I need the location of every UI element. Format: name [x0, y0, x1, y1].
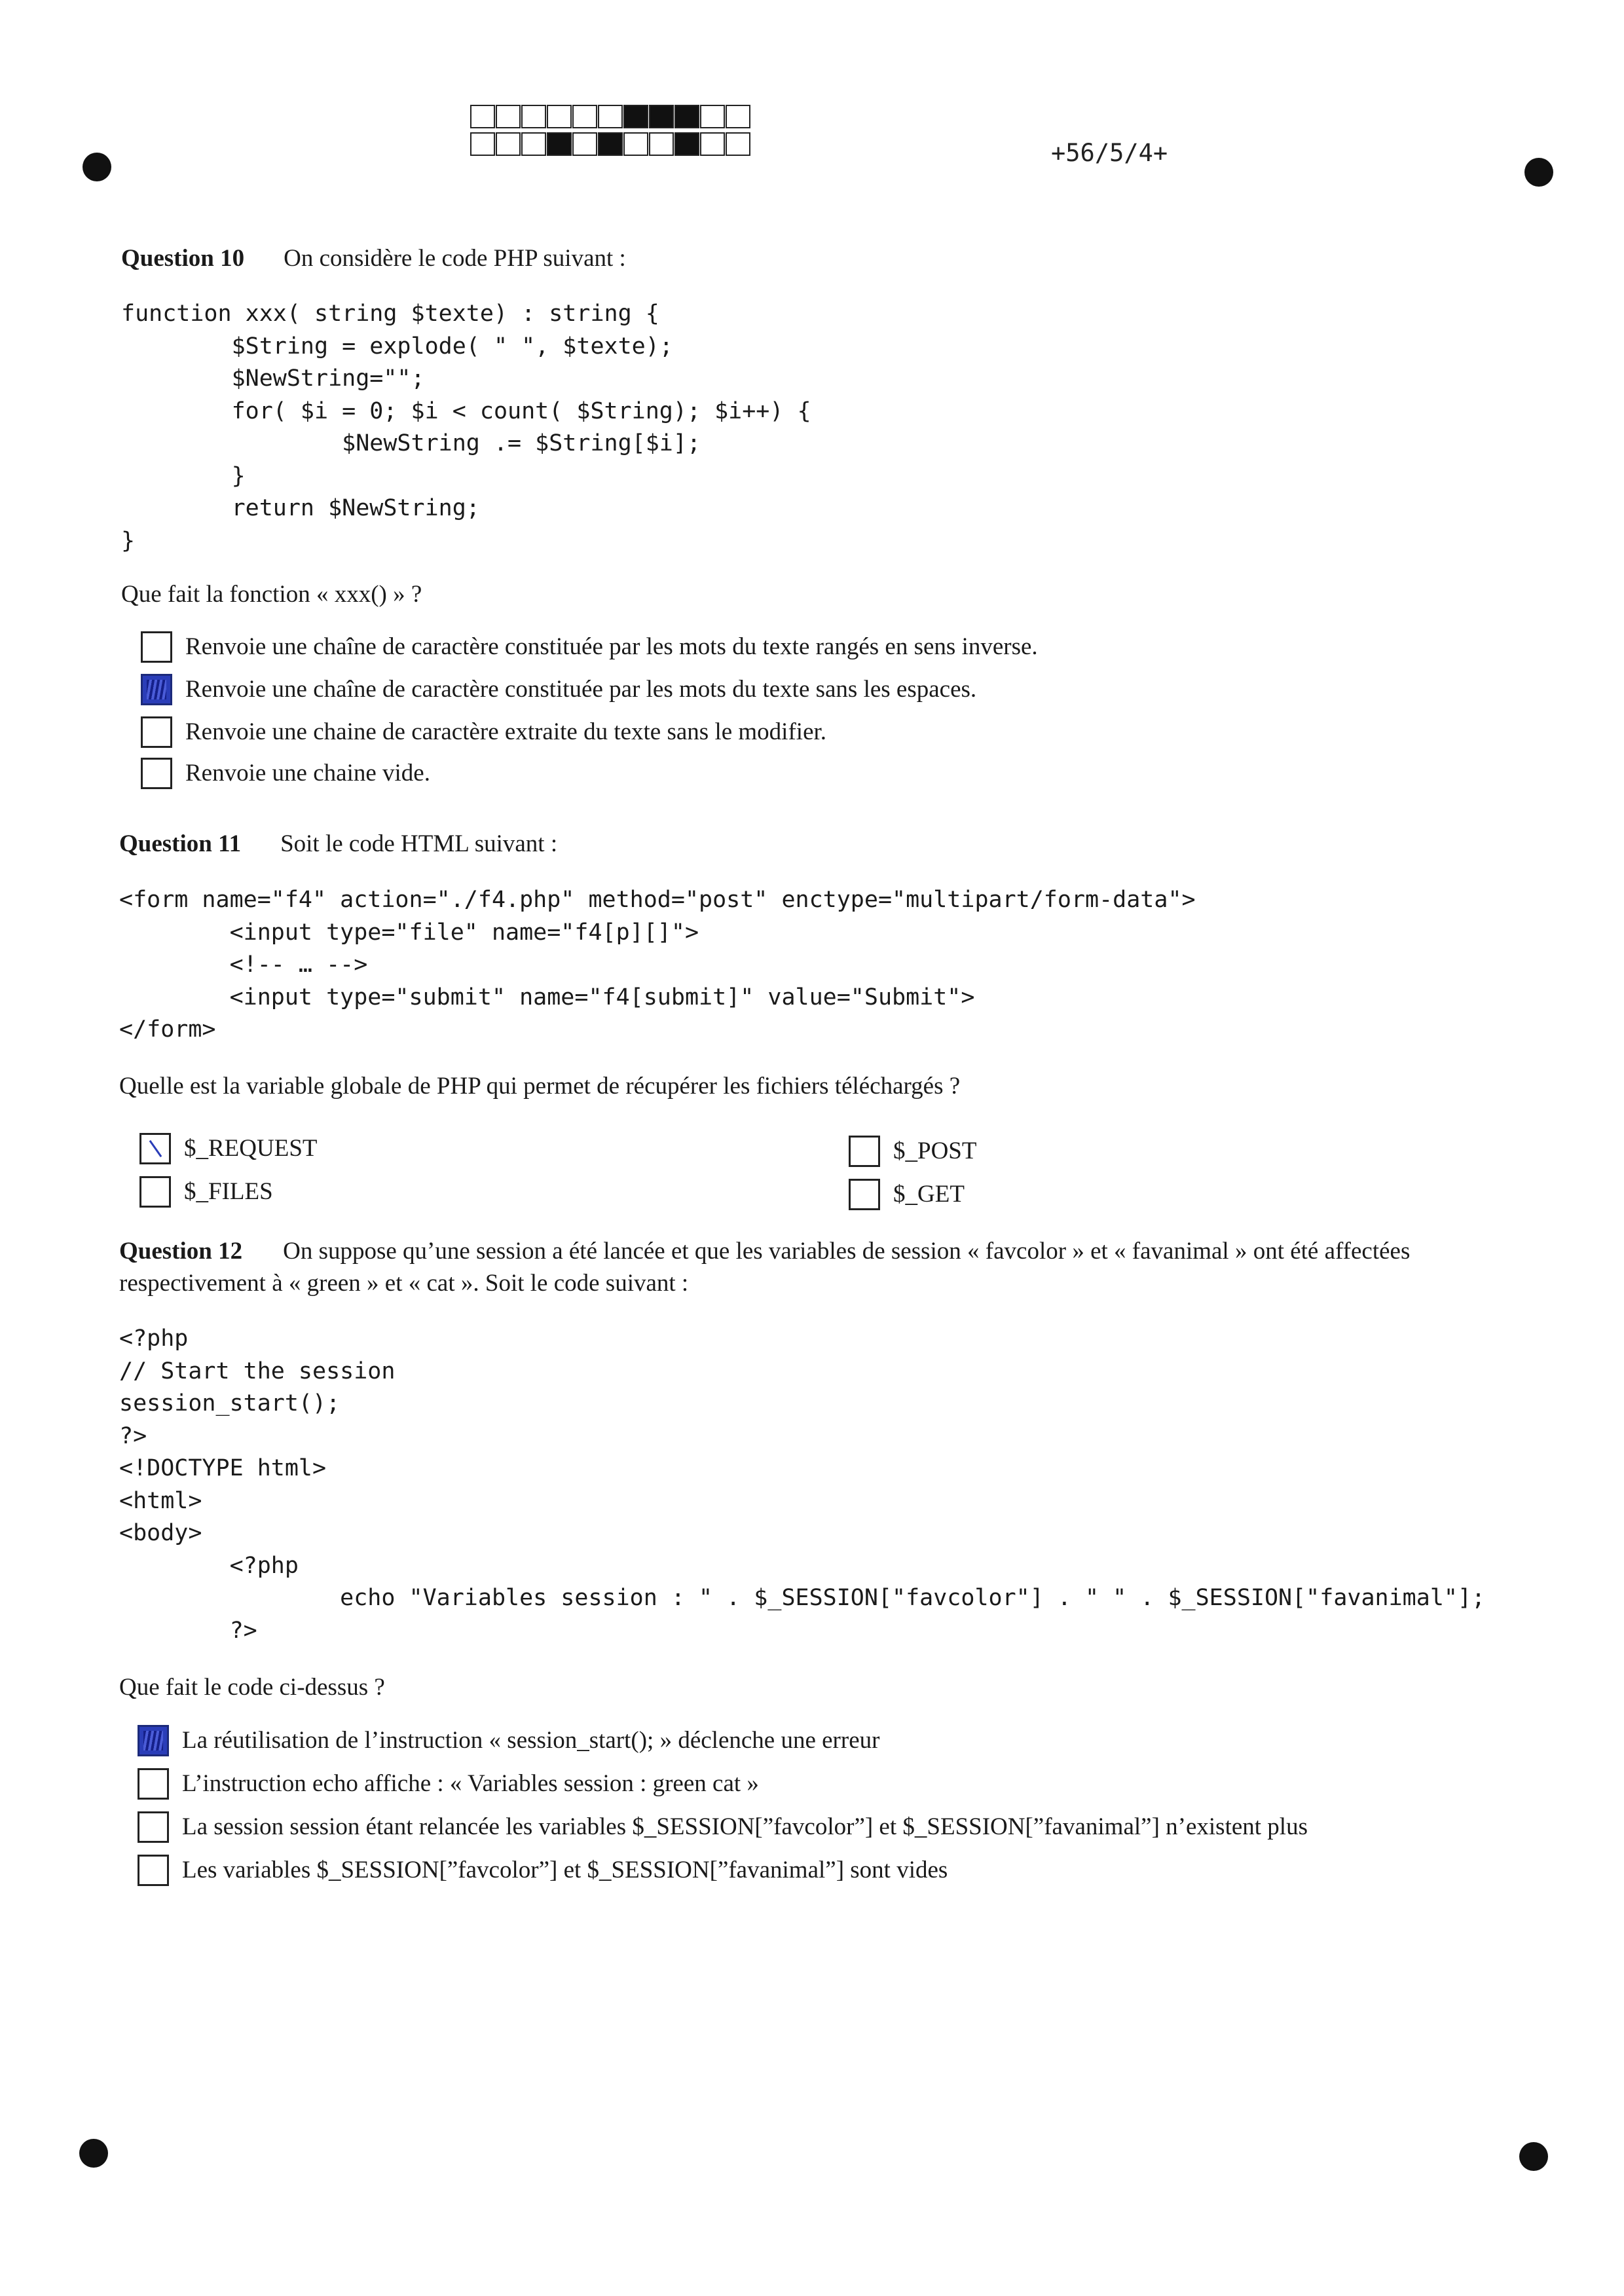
barcode-cell [470, 132, 495, 156]
code-line: <html> [119, 1487, 202, 1514]
question-10-question: Que fait la fonction « xxx() » ? [121, 581, 422, 608]
page-id: +56/5/4+ [1051, 139, 1168, 167]
page-barcode [470, 105, 751, 160]
code-line: $NewString .= $String[$i]; [121, 430, 701, 456]
answer-label: $_FILES [184, 1178, 273, 1205]
barcode-cell [623, 105, 648, 128]
code-line: } [121, 527, 136, 554]
question-12-code-block [119, 1323, 1485, 1647]
answer-label: $_POST [893, 1138, 977, 1164]
code-line: <?php [119, 1325, 189, 1352]
answer-checkbox[interactable] [138, 1768, 169, 1800]
code-line: <?php [119, 1552, 299, 1579]
barcode-cell [496, 132, 521, 156]
q10-option-4[interactable] [141, 755, 430, 792]
barcode-cell [572, 132, 597, 156]
code-line: } [121, 462, 246, 489]
question-10-intro: On considère le code PHP suivant : [284, 245, 626, 272]
barcode-cell [700, 132, 725, 156]
answer-label: $_REQUEST [184, 1135, 318, 1162]
q12-option-3[interactable] [138, 1809, 1308, 1845]
code-line: return $NewString; [121, 495, 480, 521]
q12-option-1[interactable] [138, 1722, 879, 1759]
question-10-code-block [121, 298, 811, 557]
question-12-label: Question 12 [119, 1238, 243, 1265]
barcode-cell [572, 105, 597, 128]
code-line: <form name="f4" action="./f4.php" method="post" enctype="multipart/form-data"> [119, 887, 1196, 913]
answer-label: Renvoie une chaîne de caractère constituée par les mots du texte sans les espaces. [185, 676, 977, 703]
barcode-cell [598, 105, 623, 128]
code-line: <!-- … --> [119, 952, 368, 978]
question-11-intro: Soit le code HTML suivant : [280, 830, 558, 857]
q11-option-2[interactable] [139, 1174, 273, 1210]
q11-option-4[interactable] [849, 1176, 965, 1213]
barcode-cell [649, 105, 674, 128]
code-line: <body> [119, 1520, 202, 1546]
answer-label: $_GET [893, 1181, 965, 1208]
question-12-title [119, 1235, 1521, 1299]
barcode-cell [598, 132, 623, 156]
code-line: ?> [119, 1617, 257, 1644]
code-line: for( $i = 0; $i < count( $String); $i++) { [121, 398, 811, 424]
barcode-cell [700, 105, 725, 128]
question-11-question: Quelle est la variable globale de PHP qui permet de récupérer les fichiers téléchargés ? [119, 1073, 961, 1100]
answer-checkbox[interactable] [141, 758, 172, 789]
q12-option-4[interactable] [138, 1852, 948, 1889]
answer-label: Renvoie une chaine de caractère extraite du texte sans le modifier. [185, 718, 827, 745]
answer-checkbox[interactable] [139, 1133, 171, 1164]
answer-checkbox[interactable] [849, 1179, 880, 1210]
answer-checkbox[interactable] [138, 1811, 169, 1843]
barcode-row [470, 105, 751, 130]
q11-option-1[interactable] [139, 1130, 318, 1167]
barcode-cell [470, 105, 495, 128]
question-10-label: Question 10 [121, 245, 245, 272]
q10-option-2[interactable] [141, 671, 976, 708]
registration-dot-bottom-right [1519, 2142, 1548, 2171]
answer-label: Renvoie une chaine vide. [185, 760, 430, 787]
registration-dot-top-right [1524, 158, 1553, 187]
question-10-title [121, 243, 626, 274]
barcode-cell [726, 105, 750, 128]
answer-checkbox[interactable] [849, 1136, 880, 1167]
code-line: <!DOCTYPE html> [119, 1455, 327, 1481]
question-12-question: Que fait le code ci-dessus ? [119, 1674, 385, 1701]
q12-option-2[interactable] [138, 1766, 759, 1802]
code-line: ?> [119, 1422, 147, 1449]
answer-checkbox[interactable] [139, 1176, 171, 1208]
q11-option-3[interactable] [849, 1133, 976, 1170]
barcode-cell [726, 132, 750, 156]
question-12-intro: On suppose qu’une session a été lancée et que les variables de session « favcolor » et « favanimal » ont été affectées respectivement à « green » et « cat ». Soit le code suivant : [119, 1238, 1411, 1297]
code-line: session_start(); [119, 1390, 341, 1416]
code-line: <input type="submit" name="f4[submit]" value="Submit"> [119, 984, 975, 1010]
barcode-cell [649, 132, 674, 156]
code-line: function xxx( string $texte) : string { [121, 301, 659, 327]
code-line: </form> [119, 1016, 216, 1043]
code-line: echo "Variables session : " . $_SESSION["favcolor"] . " " . $_SESSION["favanimal"]; [119, 1585, 1486, 1611]
answer-checkbox[interactable] [141, 631, 172, 663]
barcode-cell [496, 105, 521, 128]
q10-option-1[interactable] [141, 629, 1038, 665]
barcode-row [470, 132, 751, 157]
answer-label: La réutilisation de l’instruction « session_start(); » déclenche une erreur [182, 1727, 880, 1754]
question-11-label: Question 11 [119, 830, 242, 857]
q10-option-3[interactable] [141, 714, 826, 750]
registration-dot-bottom-left [79, 2139, 108, 2168]
barcode-cell [674, 105, 699, 128]
registration-dot-top-left [83, 153, 111, 181]
answer-checkbox[interactable] [138, 1855, 169, 1886]
barcode-cell [674, 132, 699, 156]
question-11-title [119, 828, 557, 860]
answer-checkbox[interactable] [138, 1725, 169, 1756]
code-line: $String = explode( " ", $texte); [121, 333, 673, 360]
question-11-code-block [119, 884, 1196, 1046]
code-line: <input type="file" name="f4[p][]"> [119, 919, 699, 946]
answer-label: Renvoie une chaîne de caractère constituée par les mots du texte rangés en sens inverse. [185, 633, 1038, 660]
barcode-cell [623, 132, 648, 156]
answer-label: La session session étant relancée les variables $_SESSION[”favcolor”] et $_SESSION[”favanimal”] n’existent plus [182, 1813, 1308, 1840]
code-line: $NewString=""; [121, 365, 425, 392]
code-line: // Start the session [119, 1358, 396, 1384]
barcode-cell [521, 105, 546, 128]
barcode-cell [547, 105, 572, 128]
barcode-cell [547, 132, 572, 156]
barcode-cell [521, 132, 546, 156]
answer-checkbox[interactable] [141, 716, 172, 748]
answer-label: L’instruction echo affiche : « Variables session : green cat » [182, 1770, 759, 1797]
answer-label: Les variables $_SESSION[”favcolor”] et $_SESSION[”favanimal”] sont vides [182, 1857, 948, 1883]
answer-checkbox[interactable] [141, 674, 172, 705]
